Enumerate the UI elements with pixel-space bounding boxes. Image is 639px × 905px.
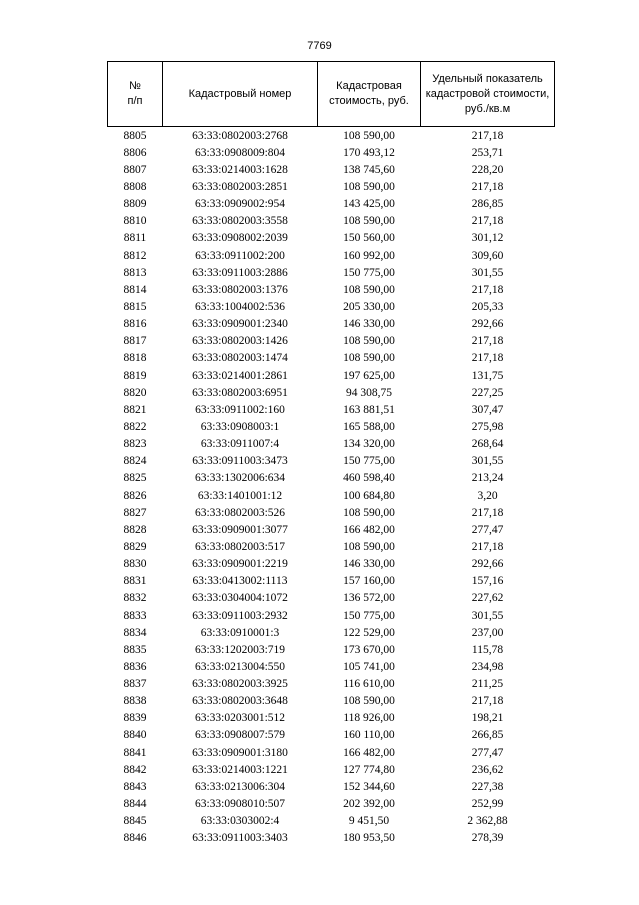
cadastral-number-cell: 63:33:0802003:3648 <box>192 695 288 708</box>
table-row <box>108 761 555 778</box>
cadastral-value-cell: 100 684,80 <box>343 489 395 502</box>
cadastral-value-cell: 205 330,00 <box>343 300 395 313</box>
row-number-cell: 8841 <box>123 746 147 759</box>
unit-rate-cell: 217,18 <box>471 506 504 519</box>
unit-rate-cell: 307,47 <box>471 403 504 416</box>
cadastral-number-cell: 63:33:0214003:1221 <box>192 763 288 776</box>
cadastral-number-cell: 63:33:0304004:1072 <box>192 592 288 605</box>
table-row <box>108 161 555 178</box>
cadastral-value-cell: 460 598,40 <box>343 472 395 485</box>
row-number-cell: 8846 <box>123 832 147 845</box>
table-row <box>108 641 555 658</box>
cadastral-value-cell: 180 953,50 <box>343 832 395 845</box>
cadastral-number-cell: 63:33:0911002:200 <box>195 249 285 262</box>
row-number-cell: 8821 <box>123 403 147 416</box>
cadastral-number-cell: 63:33:0909001:2340 <box>192 318 288 331</box>
cadastral-number-cell: 63:33:0802003:1376 <box>192 283 288 296</box>
cadastral-number-cell: 63:33:0802003:3558 <box>192 215 288 228</box>
cadastral-number-cell: 63:33:0908007:579 <box>194 729 286 742</box>
row-number-cell: 8826 <box>123 489 147 502</box>
table-row <box>108 676 555 693</box>
table-row <box>108 556 555 573</box>
unit-rate-cell: 217,18 <box>471 335 504 348</box>
unit-rate-cell: 286,85 <box>471 198 504 211</box>
table-row <box>108 401 555 418</box>
row-number-cell: 8831 <box>123 575 147 588</box>
unit-rate-cell: 309,60 <box>471 249 504 262</box>
row-number-cell: 8823 <box>123 438 147 451</box>
row-number-cell: 8815 <box>123 300 147 313</box>
row-number-cell: 8811 <box>123 232 147 245</box>
table-header <box>108 62 555 127</box>
row-number-cell: 8839 <box>123 712 147 725</box>
cadastral-value-cell: 105 741,00 <box>343 660 395 673</box>
cadastral-value-cell: 202 392,00 <box>343 798 395 811</box>
header-number-abbrev: п/п <box>127 95 143 107</box>
unit-rate-cell: 227,38 <box>471 780 504 793</box>
cadastral-number-cell: 63:33:0303002:4 <box>200 815 280 828</box>
row-number-cell: 8836 <box>123 660 147 673</box>
row-number-cell: 8819 <box>123 369 147 382</box>
cadastral-value-cell: 197 625,00 <box>343 369 395 382</box>
unit-rate-cell: 217,18 <box>471 352 504 365</box>
cadastral-value-cell: 108 590,00 <box>343 335 395 348</box>
cadastral-number-cell: 63:33:0911003:2932 <box>192 609 288 622</box>
unit-rate-cell: 227,25 <box>471 386 504 399</box>
cadastral-number-cell: 63:33:0909001:2219 <box>192 558 288 571</box>
unit-rate-cell: 2 362,88 <box>467 815 508 828</box>
unit-rate-cell: 198,21 <box>471 712 504 725</box>
row-number-cell: 8844 <box>123 798 147 811</box>
row-number-cell: 8828 <box>123 523 147 536</box>
cadastral-value-cell: 138 745,60 <box>343 163 395 176</box>
cadastral-value-cell: 108 590,00 <box>343 540 395 553</box>
cadastral-value-cell: 146 330,00 <box>343 558 395 571</box>
table-row <box>108 281 555 298</box>
cadastral-number-cell: 63:33:0802003:517 <box>194 540 286 553</box>
cadastral-value-cell: 165 588,00 <box>343 420 395 433</box>
row-number-cell: 8842 <box>123 763 147 776</box>
table-row <box>108 504 555 521</box>
cadastral-number-cell: 63:33:0911002:160 <box>195 403 285 416</box>
cadastral-number-cell: 63:33:0908003:1 <box>200 420 280 433</box>
table-body <box>108 127 555 847</box>
row-number-cell: 8817 <box>123 335 147 348</box>
unit-rate-cell: 275,98 <box>471 420 504 433</box>
table-row <box>108 436 555 453</box>
cadastral-number-cell: 63:33:0909001:3180 <box>192 746 288 759</box>
row-number-cell: 8827 <box>123 506 147 519</box>
table-row <box>108 418 555 435</box>
unit-rate-cell: 268,64 <box>471 438 504 451</box>
unit-rate-cell: 292,66 <box>471 558 504 571</box>
row-number-cell: 8822 <box>123 420 147 433</box>
table-row <box>108 573 555 590</box>
table-row <box>108 178 555 195</box>
cadastral-value-cell: 150 775,00 <box>343 266 395 279</box>
unit-rate-cell: 217,18 <box>471 283 504 296</box>
cadastral-value-cell: 173 670,00 <box>343 643 395 656</box>
header-unit-rate: Удельный показатель кадастровой стоимости, руб./кв.м <box>421 62 555 127</box>
row-number-cell: 8812 <box>123 249 147 262</box>
cadastral-number-cell: 63:33:0802003:6951 <box>192 386 288 399</box>
unit-rate-cell: 205,33 <box>471 300 504 313</box>
unit-rate-cell: 253,71 <box>471 146 504 159</box>
cadastral-value-cell: 150 775,00 <box>343 455 395 468</box>
row-number-cell: 8810 <box>123 215 147 228</box>
cadastral-number-cell: 63:33:1004002:536 <box>194 300 286 313</box>
cadastral-value-cell: 136 572,00 <box>343 592 395 605</box>
row-number-cell: 8816 <box>123 318 147 331</box>
cadastral-value-cell: 150 775,00 <box>343 609 395 622</box>
row-number-cell: 8809 <box>123 198 147 211</box>
cadastral-value-cell: 160 992,00 <box>343 249 395 262</box>
unit-rate-cell: 115,78 <box>471 643 504 656</box>
unit-rate-cell: 217,18 <box>471 695 504 708</box>
cadastral-value-cell: 108 590,00 <box>343 215 395 228</box>
table-row <box>108 521 555 538</box>
cadastral-number-cell: 63:33:0802003:2851 <box>192 180 288 193</box>
cadastral-value-cell: 108 590,00 <box>343 695 395 708</box>
row-number-cell: 8829 <box>123 540 147 553</box>
table-row <box>108 607 555 624</box>
cadastral-value-cell: 94 308,75 <box>346 386 392 399</box>
row-number-cell: 8830 <box>123 558 147 571</box>
cadastral-value-cell: 108 590,00 <box>343 352 395 365</box>
row-number-cell: 8832 <box>123 592 147 605</box>
row-number-cell: 8813 <box>123 266 147 279</box>
cadastral-number-cell: 63:33:0908010:507 <box>194 798 286 811</box>
cadastral-number-cell: 63:33:0908002:2039 <box>192 232 288 245</box>
row-number-cell: 8818 <box>123 352 147 365</box>
cadastral-number-cell: 63:33:0802003:2768 <box>192 129 288 142</box>
unit-rate-cell: 3,20 <box>477 489 498 502</box>
table-row <box>108 298 555 315</box>
table-row <box>108 590 555 607</box>
header-row-number <box>108 62 163 127</box>
cadastral-value-cell: 170 493,12 <box>343 146 395 159</box>
cadastral-value-cell: 122 529,00 <box>343 626 395 639</box>
cadastral-value-cell: 118 926,00 <box>343 712 395 725</box>
row-number-cell: 8838 <box>123 695 147 708</box>
header-cadastral-value: Кадастровая стоимость, руб. <box>318 62 421 127</box>
table-row <box>108 367 555 384</box>
cadastral-value-cell: 166 482,00 <box>343 523 395 536</box>
cadastral-number-cell: 63:33:0908009:804 <box>194 146 286 159</box>
cadastral-number-cell: 63:33:0203001:512 <box>194 712 286 725</box>
table-row <box>108 316 555 333</box>
cadastral-number-cell: 63:33:0911003:2886 <box>192 266 288 279</box>
unit-rate-cell: 217,18 <box>471 540 504 553</box>
cadastral-value-cell: 143 425,00 <box>343 198 395 211</box>
cadastral-number-cell: 63:33:0802003:1426 <box>192 335 288 348</box>
table-row <box>108 538 555 555</box>
row-number-cell: 8837 <box>123 678 147 691</box>
row-number-cell: 8808 <box>123 180 147 193</box>
table-row <box>108 727 555 744</box>
table-row <box>108 333 555 350</box>
cadastral-number-cell: 63:33:0802003:1474 <box>192 352 288 365</box>
table-row <box>108 264 555 281</box>
table-row <box>108 453 555 470</box>
cadastral-value-cell: 127 774,80 <box>343 763 395 776</box>
unit-rate-cell: 301,55 <box>471 266 504 279</box>
page-number: 7769 <box>307 40 332 52</box>
unit-rate-cell: 301,55 <box>471 455 504 468</box>
unit-rate-cell: 236,62 <box>471 763 504 776</box>
table-row <box>108 744 555 761</box>
unit-rate-cell: 131,75 <box>471 369 504 382</box>
table-row <box>108 710 555 727</box>
cadastral-value-cell: 160 110,00 <box>343 729 395 742</box>
row-number-cell: 8843 <box>123 780 147 793</box>
row-number-cell: 8814 <box>123 283 147 296</box>
table-row <box>108 830 555 847</box>
table-row <box>108 470 555 487</box>
unit-rate-cell: 237,00 <box>471 626 504 639</box>
table-row <box>108 213 555 230</box>
header-number-sign: № <box>129 80 141 92</box>
cadastral-number-cell: 63:33:0413002:1113 <box>192 575 288 588</box>
cadastral-value-cell: 157 160,00 <box>343 575 395 588</box>
table-row <box>108 247 555 264</box>
row-number-cell: 8840 <box>123 729 147 742</box>
unit-rate-cell: 278,39 <box>471 832 504 845</box>
unit-rate-cell: 217,18 <box>471 215 504 228</box>
table-row <box>108 778 555 795</box>
unit-rate-cell: 211,25 <box>471 678 504 691</box>
row-number-cell: 8805 <box>123 129 147 142</box>
header-row <box>108 62 555 127</box>
unit-rate-cell: 277,47 <box>471 523 504 536</box>
cadastral-number-cell: 63:33:0910001:3 <box>200 626 280 639</box>
cadastral-number-cell: 63:33:0909002:954 <box>194 198 286 211</box>
cadastral-number-cell: 63:33:0802003:526 <box>194 506 286 519</box>
unit-rate-cell: 217,18 <box>471 129 504 142</box>
cadastral-number-cell: 63:33:1302006:634 <box>194 472 286 485</box>
unit-rate-cell: 252,99 <box>471 798 504 811</box>
table-row <box>108 487 555 504</box>
table-row <box>108 230 555 247</box>
unit-rate-cell: 292,66 <box>471 318 504 331</box>
cadastral-number-cell: 63:33:0909001:3077 <box>192 523 288 536</box>
cadastral-number-cell: 63:33:1202003:719 <box>194 643 286 656</box>
unit-rate-cell: 228,20 <box>471 163 504 176</box>
table-row <box>108 813 555 830</box>
unit-rate-cell: 234,98 <box>471 660 504 673</box>
unit-rate-cell: 266,85 <box>471 729 504 742</box>
cadastral-value-cell: 108 590,00 <box>343 283 395 296</box>
cadastral-value-cell: 108 590,00 <box>343 129 395 142</box>
cadastral-value-cell: 108 590,00 <box>343 506 395 519</box>
cadastral-value-cell: 152 344,60 <box>343 780 395 793</box>
row-number-cell: 8820 <box>123 386 147 399</box>
table-row <box>108 350 555 367</box>
row-number-cell: 8825 <box>123 472 147 485</box>
unit-rate-cell: 277,47 <box>471 746 504 759</box>
header-cadastral-number: Кадастровый номер <box>163 62 318 127</box>
cadastral-value-cell: 116 610,00 <box>343 678 395 691</box>
table-row <box>108 795 555 812</box>
row-number-cell: 8833 <box>123 609 147 622</box>
cadastral-number-cell: 63:33:0911007:4 <box>200 438 280 451</box>
unit-rate-cell: 213,24 <box>471 472 504 485</box>
unit-rate-cell: 301,12 <box>471 232 504 245</box>
cadastral-value-cell: 108 590,00 <box>343 180 395 193</box>
row-number-cell: 8824 <box>123 455 147 468</box>
unit-rate-cell: 227,62 <box>471 592 504 605</box>
row-number-cell: 8806 <box>123 146 147 159</box>
unit-rate-cell: 217,18 <box>471 180 504 193</box>
table-row <box>108 693 555 710</box>
cadastral-value-cell: 163 881,51 <box>343 403 395 416</box>
cadastral-number-cell: 63:33:0213006:304 <box>194 780 286 793</box>
cadastral-value-cell: 134 320,00 <box>343 438 395 451</box>
cadastral-number-cell: 63:33:0214001:2861 <box>192 369 288 382</box>
table-row <box>108 384 555 401</box>
cadastral-number-cell: 63:33:0911003:3403 <box>192 832 288 845</box>
cadastral-value-cell: 150 560,00 <box>343 232 395 245</box>
row-number-cell: 8845 <box>123 815 147 828</box>
row-number-cell: 8807 <box>123 163 147 176</box>
unit-rate-cell: 157,16 <box>471 575 504 588</box>
unit-rate-cell: 301,55 <box>471 609 504 622</box>
table-row <box>108 144 555 161</box>
row-number-cell: 8835 <box>123 643 147 656</box>
cadastral-value-table <box>107 61 555 847</box>
table-row <box>108 127 555 145</box>
cadastral-value-cell: 146 330,00 <box>343 318 395 331</box>
table-row <box>108 658 555 675</box>
table-row <box>108 196 555 213</box>
cadastral-number-cell: 63:33:0213004:550 <box>194 660 286 673</box>
table-row <box>108 624 555 641</box>
cadastral-value-cell: 166 482,00 <box>343 746 395 759</box>
cadastral-number-cell: 63:33:0911003:3473 <box>192 455 288 468</box>
cadastral-number-cell: 63:33:0214003:1628 <box>192 163 288 176</box>
row-number-cell: 8834 <box>123 626 147 639</box>
cadastral-number-cell: 63:33:1401001:12 <box>197 489 283 502</box>
cadastral-number-cell: 63:33:0802003:3925 <box>192 678 288 691</box>
cadastral-value-cell: 9 451,50 <box>348 815 390 828</box>
